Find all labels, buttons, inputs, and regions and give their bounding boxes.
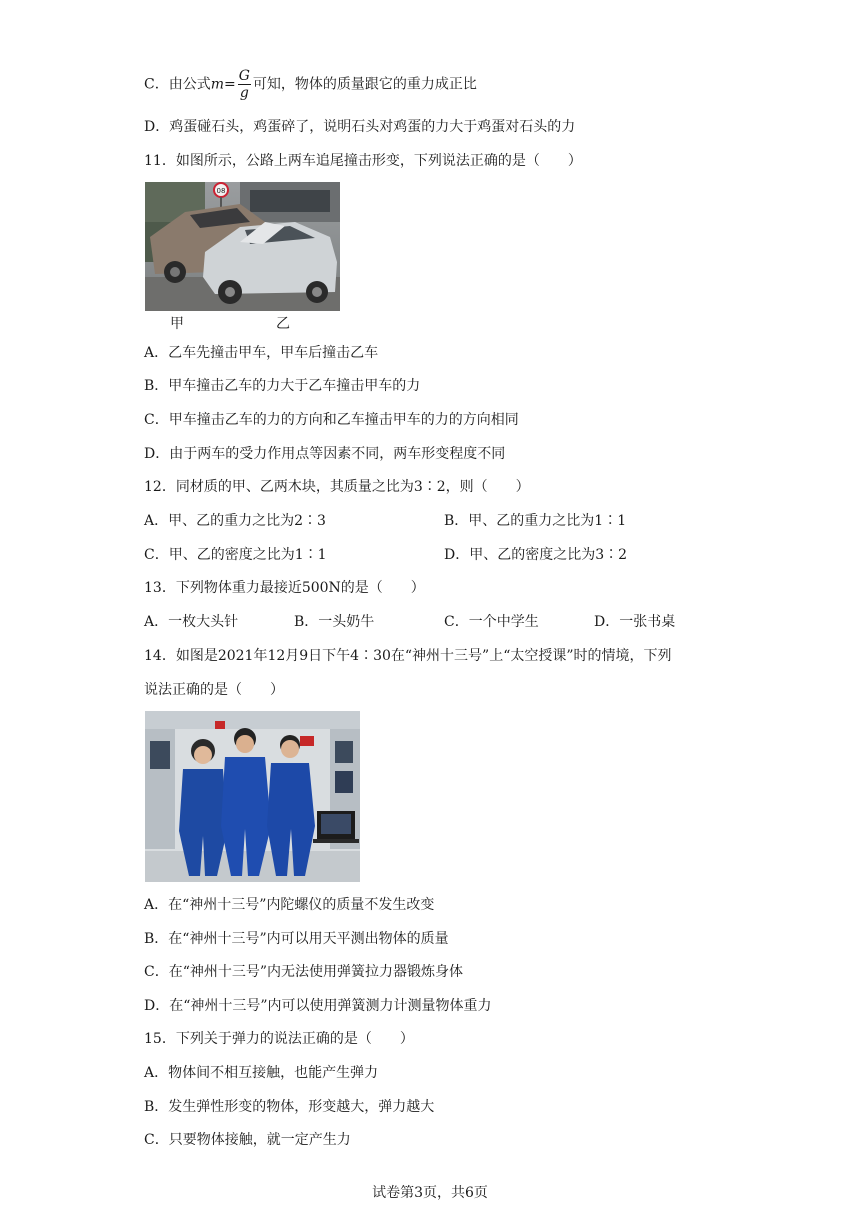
q14-option-b: B．在“神州十三号”内可以用天平测出物体的质量 <box>144 931 449 947</box>
image-label-yi: 乙 <box>276 316 290 332</box>
q15-option-a: A．物体间不相互接触，也能产生弹力 <box>144 1065 379 1081</box>
q12-option-d: D．甲、乙的密度之比为3∶2 <box>444 547 628 563</box>
page-footer: 试卷第3页，共6页 <box>372 1185 488 1201</box>
q14-stem-line2: 说法正确的是（ ） <box>144 682 284 698</box>
q11-option-d: D．由于两车的受力作用点等因素不同，两车形变程度不同 <box>144 446 506 462</box>
q14-option-d: D．在“神州十三号”内可以使用弹簧测力计测量物体重力 <box>144 998 492 1014</box>
q14-option-a: A．在“神州十三号”内陀螺仪的质量不发生改变 <box>144 897 435 913</box>
formula-var-m: m <box>210 76 224 93</box>
space-lesson-image <box>145 711 360 882</box>
q13-option-a: A．一枚大头针 <box>144 614 239 630</box>
q14-stem-line1: 14．如图是2021年12月9日下午4∶30在“神州十三号”上“太空授课”时的情境，下列 <box>144 648 672 664</box>
q11-option-a: A．乙车先撞击甲车，甲车后撞击乙车 <box>144 345 379 361</box>
speed-sign-text: 08 <box>216 187 226 195</box>
q13-stem: 13．下列物体重力最接近500N的是（ ） <box>144 580 425 596</box>
q12-stem: 12．同材质的甲、乙两木块，其质量之比为3∶2，则（ ） <box>144 479 530 495</box>
q14-option-c: C．在“神州十三号”内无法使用弹簧拉力器锻炼身体 <box>144 964 464 980</box>
q15-option-b: B．发生弹性形变的物体，形变越大，弹力越大 <box>144 1099 435 1115</box>
q10-option-d: D．鸡蛋碰石头，鸡蛋碎了，说明石头对鸡蛋的力大于鸡蛋对石头的力 <box>144 119 576 135</box>
q12-option-a: A．甲、乙的重力之比为2∶3 <box>144 513 326 529</box>
image-label-jia: 甲 <box>170 316 184 332</box>
q12-option-c: C．甲、乙的密度之比为1∶1 <box>144 547 327 563</box>
q11-stem: 11．如图所示，公路上两车追尾撞击形变，下列说法正确的是（ ） <box>144 153 582 169</box>
q13-option-d: D．一张书桌 <box>594 614 676 630</box>
q15-option-c: C．只要物体接触，就一定产生力 <box>144 1132 351 1148</box>
q11-option-b: B．甲车撞击乙车的力大于乙车撞击甲车的力 <box>144 378 421 394</box>
q15-stem: 15．下列关于弹力的说法正确的是（ ） <box>144 1031 414 1047</box>
car-collision-image <box>145 182 340 311</box>
q12-option-b: B．甲、乙的重力之比为1∶1 <box>444 513 627 529</box>
q11-option-c: C．甲车撞击乙车的力的方向和乙车撞击甲车的力的方向相同 <box>144 412 519 428</box>
q13-option-b: B．一头奶牛 <box>294 614 375 630</box>
q10-option-c: C．由公式m= $\frac{G}{g}$ 可知，物体的质量跟它的重力成正比 <box>144 68 477 101</box>
q13-option-c: C．一个中学生 <box>444 614 539 630</box>
formula-fraction: $\frac{G}{g}$ <box>238 68 250 101</box>
